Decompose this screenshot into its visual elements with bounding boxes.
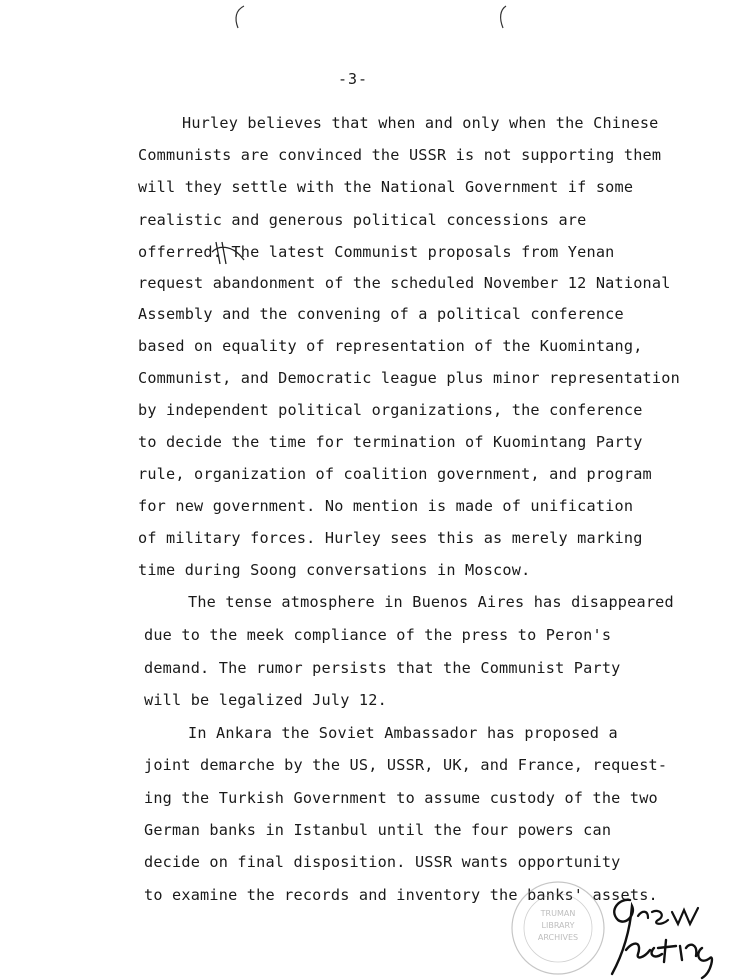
paragraph-1-line-11: to decide the time for termination of Kuomintang Party (138, 433, 643, 451)
paragraph-1-line-6: request abandonment of the scheduled November 12 National (138, 274, 671, 292)
paragraph-3-line-4: German banks in Istanbul until the four powers can (144, 821, 612, 839)
paragraph-1-line-14: of military forces. Hurley sees this as merely marking (138, 529, 643, 547)
paragraph-1-line-3: will they settle with the National Government if some (138, 178, 634, 196)
handwritten-insert-mark (208, 238, 248, 268)
page-number: -3- (338, 70, 369, 88)
paragraph-2-line-4: will be legalized July 12. (144, 691, 387, 709)
paragraph-3-line-1: In Ankara the Soviet Ambassador has proposed a (188, 724, 618, 742)
paragraph-1-line-5: offerred. The latest Communist proposals from Yenan (138, 243, 615, 261)
handwritten-signature (590, 880, 753, 980)
scan-mark-right (496, 4, 510, 30)
paragraph-1-line-7: Assembly and the convening of a political conference (138, 305, 624, 323)
paragraph-1-line-9: Communist, and Democratic league plus minor representation (138, 369, 680, 387)
paragraph-3-line-3: ing the Turkish Government to assume custody of the two (144, 789, 658, 807)
paragraph-2-line-3: demand. The rumor persists that the Communist Party (144, 659, 621, 677)
paragraph-1-line-4: realistic and generous political concessions are (138, 211, 587, 229)
paragraph-2-line-2: due to the meek compliance of the press to Peron's (144, 626, 612, 644)
paragraph-1-line-1: Hurley believes that when and only when the Chinese (182, 114, 659, 132)
svg-text:TRUMAN: TRUMAN (540, 909, 576, 918)
paragraph-1-line-12: rule, organization of coalition government, and program (138, 465, 652, 483)
scan-mark-left (232, 4, 246, 30)
paragraph-1-line-2: Communists are convinced the USSR is not supporting them (138, 146, 662, 164)
paragraph-3-line-6: to examine the records and inventory the banks' assets. (144, 886, 658, 904)
svg-text:ARCHIVES: ARCHIVES (537, 933, 579, 942)
paragraph-1-line-10: by independent political organizations, the conference (138, 401, 643, 419)
paragraph-3-line-5: decide on final disposition. USSR wants opportunity (144, 853, 621, 871)
paragraph-1-line-8: based on equality of representation of the Kuomintang, (138, 337, 643, 355)
paragraph-1-line-13: for new government. No mention is made of unification (138, 497, 634, 515)
paragraph-3-line-2: joint demarche by the US, USSR, UK, and France, request- (144, 756, 668, 774)
paragraph-2-line-1: The tense atmosphere in Buenos Aires has disappeared (188, 593, 674, 611)
svg-text:LIBRARY: LIBRARY (541, 921, 575, 930)
paragraph-1-line-15: time during Soong conversations in Moscow. (138, 561, 531, 579)
